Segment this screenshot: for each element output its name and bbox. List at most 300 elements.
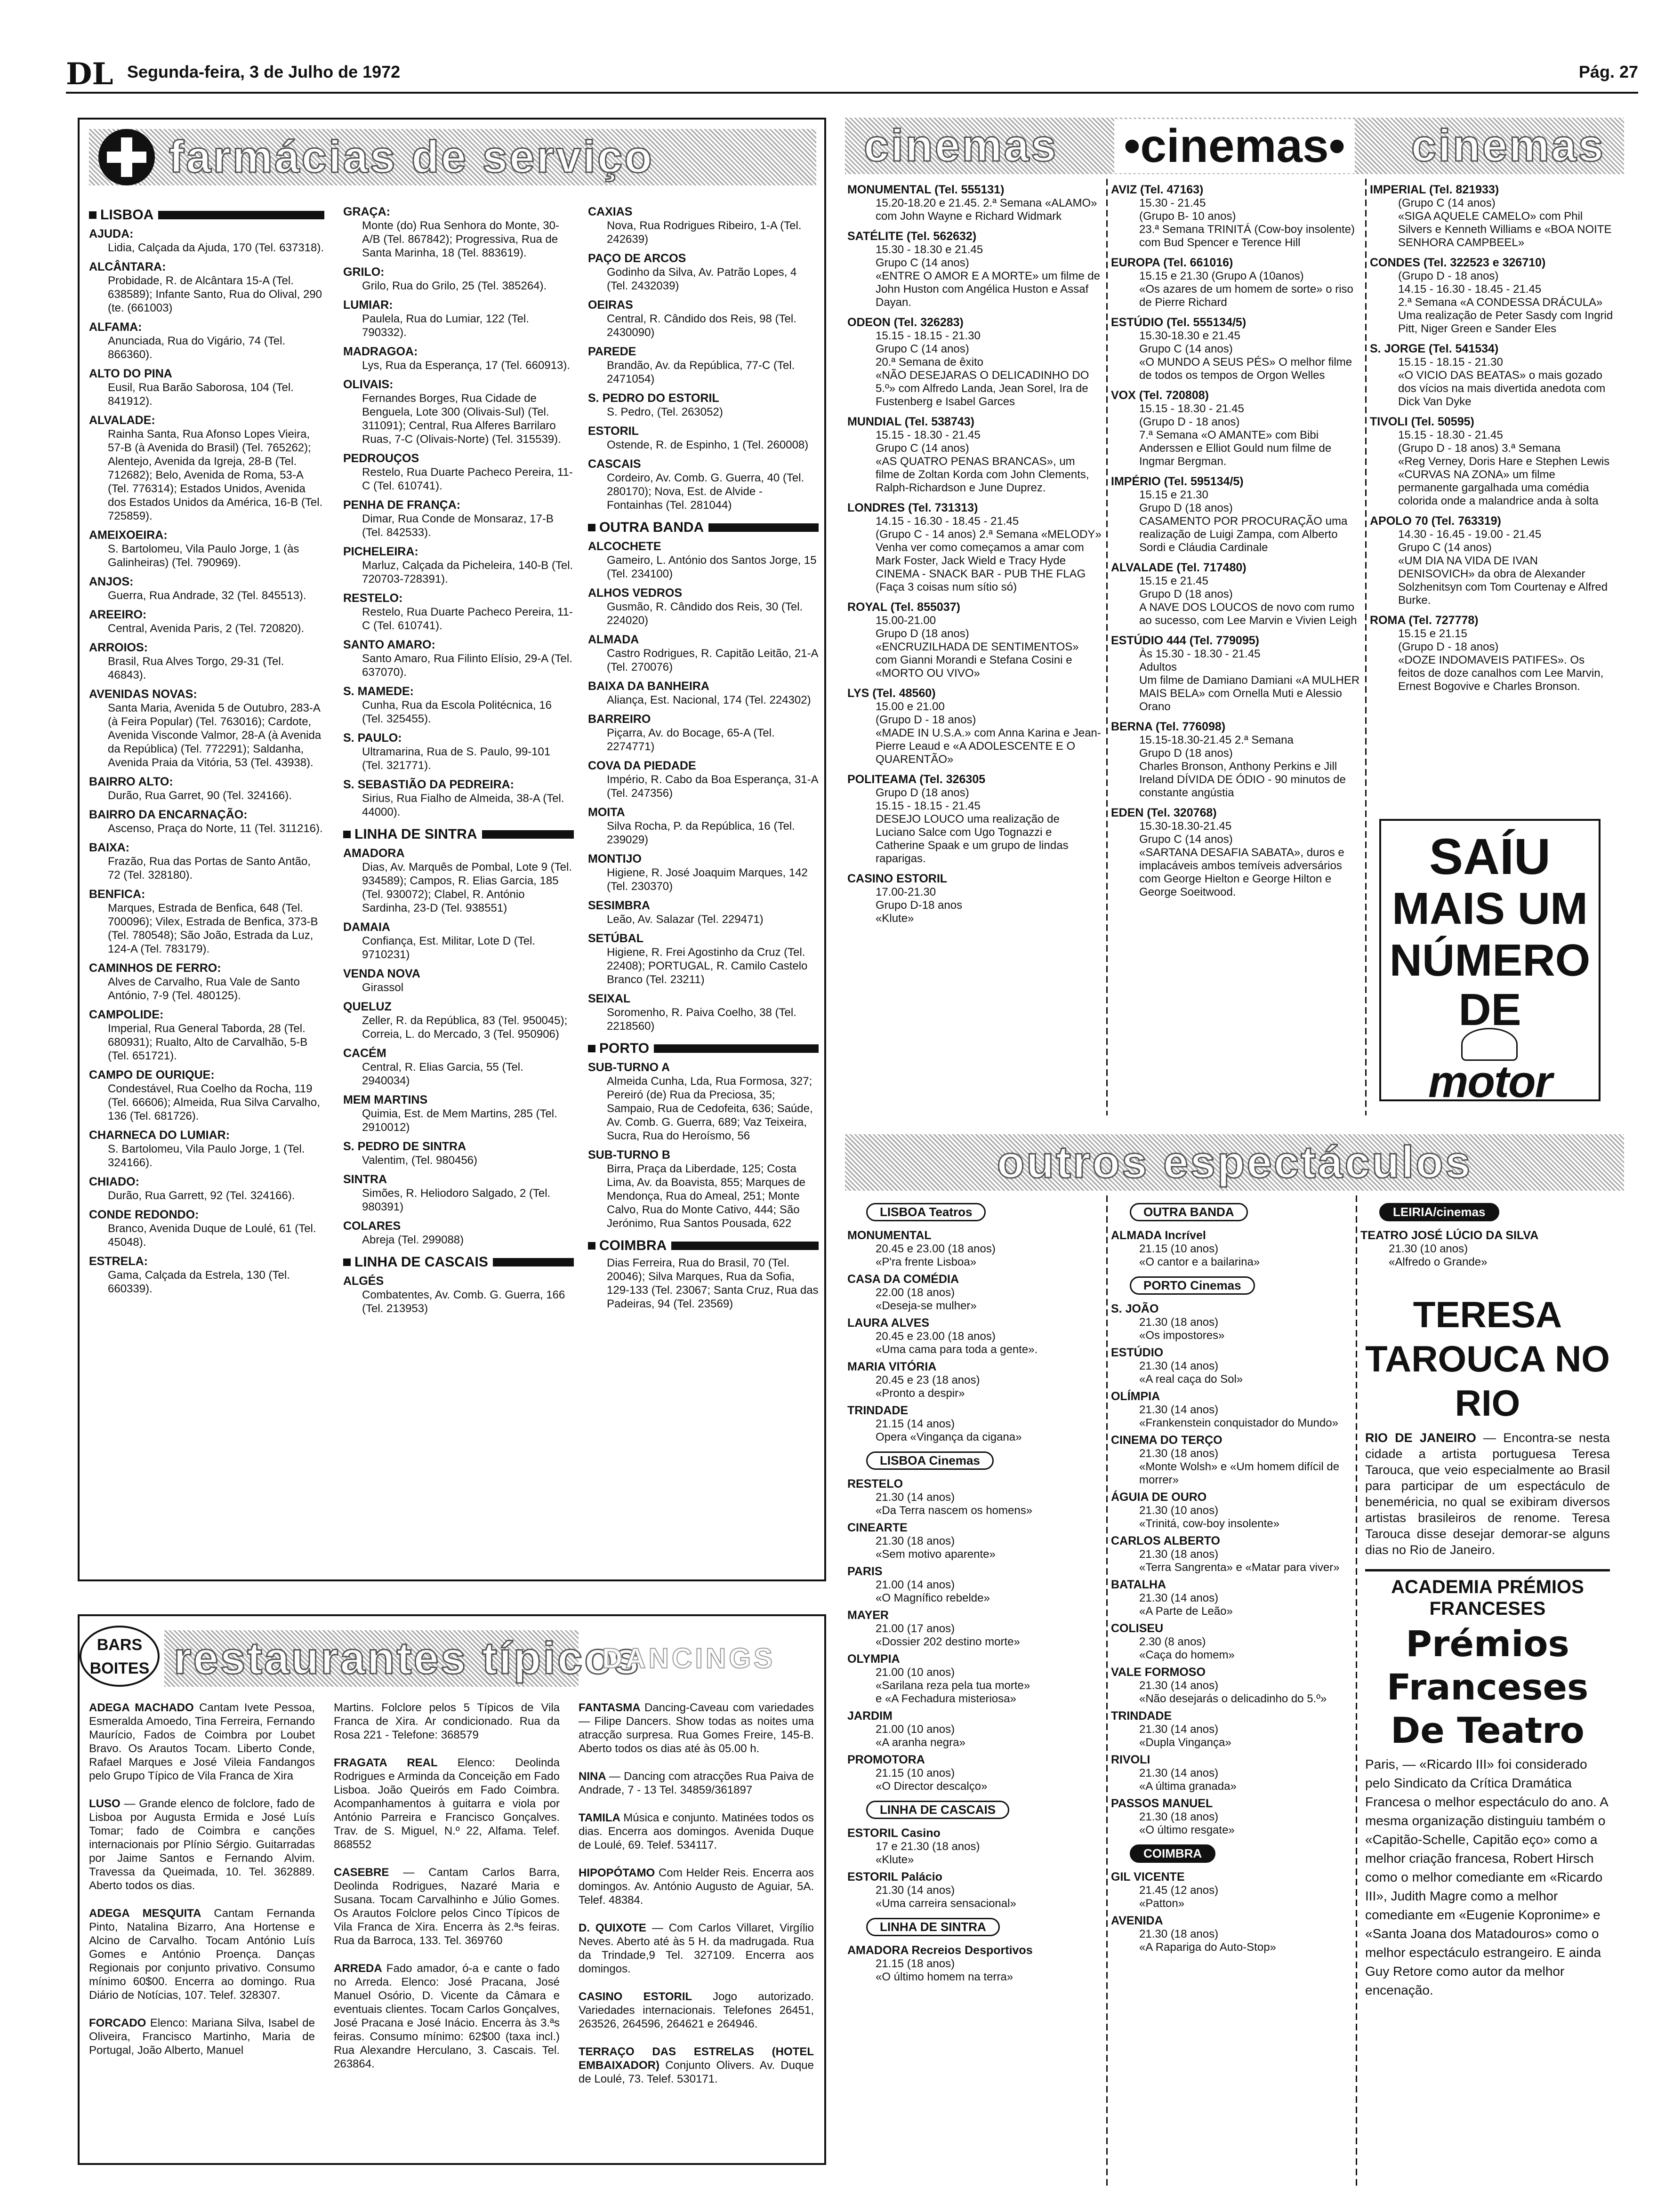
show-details: 21.15 (10 anos) «O Director descalço» <box>876 1767 988 1793</box>
pharmacy-region: RESTELO: <box>343 592 403 605</box>
cinemas-banner <box>845 118 1624 174</box>
pharmacy-region: BAIXA: <box>89 841 130 854</box>
label-lisboa-cinemas: LISBOA Cinemas <box>866 1451 994 1470</box>
pharmacy-details: Probidade, R. de Alcântara 15-A (Tel. 638589); Infante Santo, Rua do Olival, 290 (te. (661003) <box>108 274 322 314</box>
cinema-name: CONDES (Tel. 322523 e 326710) <box>1370 256 1546 269</box>
pharmacy-region: GRILO: <box>343 265 385 279</box>
venue-name: LUSO <box>89 1797 124 1810</box>
cinema-name: AVIZ (Tel. 47163) <box>1111 183 1204 196</box>
pharmacy-region: ALFAMA: <box>89 321 142 334</box>
cinema-details: 15.30-18.30-21.45 Grupo C (14 anos) «SARTANA DESAFIA SABATA», duros e implacáveis ambos temíveis adversários com George Hielton e George Hilton e George Soeitwood. <box>1139 820 1344 898</box>
pharmacy-list <box>588 1061 819 1230</box>
pharmacy-region: CONDE REDONDO: <box>89 1208 199 1221</box>
pharmacy-region: ESTRELA: <box>89 1255 148 1268</box>
venue-entry <box>579 1701 814 1755</box>
pharmacy-region: ALCOCHETE <box>588 540 661 553</box>
venue-name: CARLOS ALBERTO <box>1111 1534 1220 1547</box>
pharmacy-details: S. Bartolomeu, Vila Paulo Jorge, 1 (às Galinheiras) (Tel. 790969). <box>108 543 299 569</box>
cinema-name: ROMA (Tel. 727778) <box>1370 614 1479 627</box>
show-listing <box>847 1360 1102 1400</box>
pharmacy-entry <box>588 633 819 674</box>
venue-name: ESTORIL Palácio <box>847 1870 942 1883</box>
pharmacy-entry <box>89 227 324 255</box>
pharmacy-entry <box>588 586 819 627</box>
venue-details: — Grande elenco de folclore, fado de Lisboa por Augusta Ermida e José Luís Tomar; fado de Coimbra e canções internacionais por Plínio Sérgio. Guitarradas por Jaime Santos e Fernando Alvim. Travessa da Queimada, 10. Tel. 362889. Aberto todos os dias. <box>89 1797 315 1892</box>
show-listing <box>847 1273 1102 1313</box>
pharmacy-entry <box>89 1008 324 1063</box>
pharmacy-details: Quimia, Est. de Mem Martins, 285 (Tel. 2910012) <box>362 1107 557 1134</box>
pharmacy-region: ALGÉS <box>343 1274 384 1288</box>
pharmacy-region: AMEIXOEIRA: <box>89 529 168 542</box>
cinema-name: LYS (Tel. 48560) <box>847 687 936 700</box>
pharmacy-entry <box>588 1061 819 1143</box>
pharmacy-details: Lidia, Calçada da Ajuda, 170 (Tel. 637318). <box>108 241 324 254</box>
cinema-name: IMPERIAL (Tel. 821933) <box>1370 183 1499 196</box>
farmacias-box <box>78 118 826 1581</box>
show-listing <box>1111 1578 1351 1618</box>
show-details: 2.30 (8 anos) «Caça do homem» <box>1139 1635 1235 1661</box>
venue-name: FORCADO <box>89 2017 150 2029</box>
cinema-listing <box>1370 342 1615 409</box>
cinema-listing <box>1370 415 1615 508</box>
pharmacy-entry <box>89 641 324 682</box>
pharmacy-region: PICHELEIRA: <box>343 545 418 558</box>
pharmacy-entry <box>343 378 574 446</box>
pharmacy-details: Confiança, Est. Militar, Lote D (Tel. 9710231) <box>362 935 536 961</box>
venue-name: TRINDADE <box>847 1404 909 1417</box>
pharmacy-entry <box>588 899 819 926</box>
pharmacy-region: CACÉM <box>343 1047 386 1060</box>
cinema-listing <box>1111 720 1360 800</box>
venue-details: Elenco: Mariana Silva, Isabel de Oliveira, Francisco Martinho, Maria de Portugal, João Alberto, Manuel <box>89 2017 315 2057</box>
cinema-listing <box>847 415 1102 495</box>
cinema-details: 15.15 - 18.30 - 21.45 (Grupo D - 18 anos) 7.ª Semana «O AMANTE» com Bibi Anderssen e Elliot Gould num filme de Ingmar Bergman. <box>1139 402 1332 468</box>
pharmacy-entry <box>588 425 819 452</box>
cinema-details: 15.30 - 21.45 (Grupo B- 10 anos) 23.ª Semana TRINITÁ (Cow-boy insolente) com Bud Spencer e Terence Hill <box>1139 197 1355 249</box>
pharmacy-details: Durão, Rua Garret, 90 (Tel. 324166). <box>108 789 292 802</box>
ad-line-3: NÚMERO <box>1389 935 1591 986</box>
pharmacy-details: Dimar, Rua Conde de Monsaraz, 17-B (Tel. 842533). <box>362 513 554 539</box>
pharmacy-region: LUMIAR: <box>343 298 393 312</box>
show-details: 21.30 (14 anos) «Dupla Vingança» <box>1139 1723 1231 1749</box>
show-listing <box>1111 1797 1351 1837</box>
cinema-listing <box>1111 256 1360 309</box>
pharmacy-region: VENDA NOVA <box>343 967 420 980</box>
restaurantes-banner-title: restaurantes típicos <box>174 1633 641 1683</box>
cinemas-column-1 <box>847 176 1102 1118</box>
venue-details: Cantam Fernanda Pinto, Natalina Bizarro, Ana Hortense e Alcino de Carvalho. Tocam António Luís Gomes e António Proença. Danças Regionais por conjunto privativo. Consumo mínimo 60$00. Encerra ao domingo. Rua Diário de Notícias, 107. Telef. 328307. <box>89 1907 315 2002</box>
venue-name: FRAGATA REAL <box>334 1756 458 1769</box>
pharmacy-details: Paulela, Rua do Lumiar, 122 (Tel. 790332). <box>362 313 529 339</box>
venue-name: AVENIDA <box>1111 1914 1163 1927</box>
pharmacy-details: Branco, Avenida Duque de Loulé, 61 (Tel. 45048). <box>108 1222 316 1249</box>
show-listing <box>847 1709 1102 1749</box>
venue-name: COLISEU <box>1111 1622 1164 1635</box>
cinema-details: 15.00 e 21.00 (Grupo D - 18 anos) «MADE IN U.S.A.» com Anna Karina e Jean-Pierre Leaud e «A ADOLESCENTE E O QUARENTÃO» <box>876 700 1101 766</box>
pharmacy-region: BAIRRO DA ENCARNAÇÃO: <box>89 808 248 821</box>
venue-name: HIPOPÓTAMO <box>579 1867 659 1879</box>
pharmacy-entry <box>588 806 819 847</box>
pharmacy-entry <box>89 962 324 1002</box>
pharmacy-region: CASCAIS <box>588 457 641 471</box>
bullet-square-icon <box>89 211 97 219</box>
venue-name: ADEGA MACHADO <box>89 1701 200 1714</box>
show-details: 17 e 21.30 (18 anos) «Klute» <box>876 1840 980 1866</box>
cinema-details: 17.00-21.30 Grupo D-18 anos «Klute» <box>876 886 963 925</box>
pharmacy-details: Império, R. Cabo da Boa Esperança, 31-A (Tel. 247356) <box>607 773 818 800</box>
venue-name: CASINO ESTORIL <box>579 1990 713 2003</box>
venue-name: ÁGUIA DE OURO <box>1111 1491 1207 1504</box>
venue-details: Conjunto Olivers. Av. Duque de Loulé, 73. Telef. 530171. <box>579 2059 814 2085</box>
farmacias-column-1 <box>89 200 324 1574</box>
cinema-listing <box>1370 256 1615 336</box>
cinema-details: Às 15.30 - 18.30 - 21.45 Adultos Um filme de Damiano Damiani «A MULHER MAIS BELA» com Ornella Muti e Alessio Orano <box>1139 648 1360 713</box>
outros-column-2 <box>1111 1195 1351 2198</box>
pharmacy-entry <box>89 529 324 569</box>
venue-name: CINEARTE <box>847 1521 908 1534</box>
pharmacy-list <box>343 1274 574 1315</box>
pharmacy-details: Cunha, Rua da Escola Politécnica, 16 (Tel. 325455). <box>362 699 552 725</box>
show-listing <box>847 1827 1102 1867</box>
pharmacy-entry <box>343 452 574 493</box>
pharmacy-entry <box>588 932 819 986</box>
venue-entry <box>334 1962 560 2071</box>
section-header-outra-banda: OUTRA BANDA <box>588 521 819 534</box>
cinema-name: ALVALADE (Tel. 717480) <box>1111 561 1247 574</box>
section-header-porto: PORTO <box>588 1042 819 1055</box>
pharmacy-entry <box>343 847 574 915</box>
bars-column-1 <box>89 1701 315 2157</box>
pharmacy-cross-icon <box>98 129 155 185</box>
cinema-listing <box>1111 183 1360 249</box>
show-listing <box>1111 1302 1351 1342</box>
pharmacy-entry <box>89 575 324 602</box>
venue-name: LAURA ALVES <box>847 1316 930 1330</box>
pharmacy-details: Piçarra, Av. do Bocage, 65-A (Tel. 2274771) <box>607 727 775 753</box>
pharmacy-entry <box>588 252 819 293</box>
pharmacy-region: PENHA DE FRANÇA: <box>343 498 461 512</box>
venue-name: GIL VICENTE <box>1111 1870 1185 1883</box>
show-details: 21.00 (14 anos) «O Magnífico rebelde» <box>876 1579 990 1604</box>
show-listing <box>847 1652 1102 1706</box>
pharmacy-region: SUB-TURNO B <box>588 1148 670 1162</box>
pharmacy-details: Girassol <box>362 981 404 994</box>
show-details: 21.45 (12 anos) «Patton» <box>1139 1884 1219 1910</box>
venue-name: CASEBRE <box>334 1866 403 1879</box>
show-details: 21.15 (10 anos) «O cantor e a bailarina» <box>1139 1242 1260 1268</box>
pharmacy-region: AMADORA <box>343 847 405 860</box>
pharmacy-region: OLIVAIS: <box>343 378 394 391</box>
venue-name: OLÍMPIA <box>1111 1390 1160 1403</box>
bars-column-2 <box>334 1701 560 2157</box>
cinema-listing <box>1111 475 1360 554</box>
cinema-details: 15.15 e 21.15 (Grupo D - 18 anos) «DOZE INDOMAVEIS PATIFES». Os feitos de doze canalhos com Lee Marvin, Ernest Bogovive e Charles Bronson. <box>1398 627 1604 693</box>
show-listing <box>1111 1666 1351 1706</box>
pharmacy-details: Central, R. Cândido dos Reis, 98 (Tel. 2430090) <box>607 313 796 339</box>
pharmacy-entry <box>343 1219 574 1247</box>
venue-name: MARIA VITÓRIA <box>847 1360 937 1373</box>
pharmacy-details: Guerra, Rua Andrade, 32 (Tel. 845513). <box>108 589 306 602</box>
venue-entry <box>579 1866 814 1907</box>
pharmacy-details: Central, R. Elias Garcia, 55 (Tel. 2940034) <box>362 1061 523 1087</box>
pharmacy-entry <box>89 775 324 802</box>
cinema-listing <box>847 773 1102 866</box>
label-porto-cinemas: PORTO Cinemas <box>1130 1276 1255 1295</box>
pharmacy-details: Gameiro, L. António dos Santos Jorge, 15 (Tel. 234100) <box>607 554 817 580</box>
pharmacy-region: BARREIRO <box>588 713 651 726</box>
cinema-details: 15.20-18.20 e 21.45. 2.ª Semana «ALAMO» com John Wayne e Richard Widmark <box>876 197 1097 223</box>
pharmacy-entry <box>343 265 574 293</box>
pharmacy-region: CHARNECA DO LUMIAR: <box>89 1129 230 1142</box>
venue-details: Martins. Folclore pelos 5 Típicos de Vila Franca de Xira. Ar condicionado. Rua da Rosa 221 - Telefone: 368579 <box>334 1701 560 1741</box>
restaurantes-box <box>78 1614 826 2165</box>
pharmacy-details: Monte (do) Rua Senhora do Monte, 30-A/B (Tel. 867842); Progressiva, Rua de Santa Marinha, 18 (Tel. 883619). <box>362 219 559 259</box>
restaurantes-banner <box>164 1630 641 1687</box>
cinema-name: CASINO ESTORIL <box>847 872 948 885</box>
cinema-name: MONUMENTAL (Tel. 555131) <box>847 183 1005 196</box>
venue-name: TRINDADE <box>1111 1709 1172 1723</box>
pharmacy-entry <box>343 1047 574 1088</box>
column-divider <box>1365 179 1367 1115</box>
pharmacy-entry <box>343 498 574 539</box>
pharmacy-entry <box>588 680 819 707</box>
venue-name: MAYER <box>847 1609 889 1622</box>
cinema-listing <box>847 872 1102 925</box>
pharmacy-details: Frazão, Rua das Portas de Santo Antão, 72 (Tel. 328180). <box>108 855 311 882</box>
venue-details: Com Helder Reis. Encerra aos domingos. Av. António Augusto de Aguiar, 5A. Telef. 48384. <box>579 1867 814 1907</box>
pharmacy-details: Fernandes Borges, Rua Cidade de Benguela, Lote 300 (Olivais-Sul) (Tel. 311091); Central, Rua Alferes Barrilaro Ruas, 7-C (Olivais-Norte) (Tel. 315539). <box>362 392 561 446</box>
pharmacy-list <box>588 205 819 512</box>
cinemas-banner-left: cinemas <box>864 120 1058 171</box>
venue-name: ESTÚDIO <box>1111 1346 1164 1359</box>
pharmacy-region: CHIADO: <box>89 1175 139 1188</box>
pharmacy-entry <box>89 367 324 408</box>
show-details: 21.30 (14 anos) «Frankenstein conquistador do Mundo» <box>1139 1403 1338 1429</box>
pharmacy-details: Condestável, Rua Coelho da Rocha, 119 (Tel. 66606); Almeida, Rua Silva Carvalho, 136 (Tel. 681726). <box>108 1082 320 1122</box>
venue-name: FANTASMA <box>579 1701 644 1714</box>
cinema-name: MUNDIAL (Tel. 538743) <box>847 415 974 428</box>
venue-entry <box>579 1921 814 1976</box>
show-listing <box>847 1565 1102 1605</box>
motor-magazine-ad <box>1379 819 1601 1107</box>
venue-entry <box>89 1797 315 1892</box>
pharmacy-region: MADRAGOA: <box>343 345 418 358</box>
section-header-cascais: LINHA DE CASCAIS <box>343 1255 574 1269</box>
venue-details: — Dancing com atracções Rua Paiva de Andrade, 7 - 13 Tel. 34859/361897 <box>579 1770 814 1796</box>
venue-details: Fado amador, ó-a e cante o fado no Arreda. Elenco: José Pracana, José Manuel Osório, D. Vicente da Câmara e eventuais clientes. Tocam Carlos Gonçalves, José Pracana e José Inácio. Encerra às 3.ªs feiras. Consumo mínimo: 62$00 (taxa incl.) Rua Alexandre Herculano, 3. Cascais. Tel. 263864. <box>334 1962 560 2070</box>
show-listing <box>847 1944 1102 1984</box>
pharmacy-entry <box>343 731 574 772</box>
show-details: 21.00 (10 anos) «A aranha negra» <box>876 1723 965 1749</box>
pharmacy-region: SINTRA <box>343 1173 387 1186</box>
cinema-details: 15.15-18.30-21.45 2.ª Semana Grupo D (18 anos) Charles Bronson, Anthony Perkins e Jill Ireland DÍVIDA DE ÓDIO - 90 minutos de constante angústia <box>1139 734 1346 799</box>
venue-entry <box>334 1756 560 1851</box>
pharmacy-entry <box>343 1140 574 1167</box>
label-linha-sintra: LINHA DE SINTRA <box>866 1918 1000 1936</box>
pharmacy-entry <box>89 688 324 769</box>
pharmacy-details: Ultramarina, Rua de S. Paulo, 99-101 (Tel. 321771). <box>362 745 551 772</box>
section-header-lisboa: LISBOA <box>89 208 324 222</box>
show-details: 21.30 (10 anos) «Alfredo o Grande» <box>1389 1242 1488 1268</box>
pharmacy-region: ESTORIL <box>588 425 639 438</box>
venue-name: ADEGA MESQUITA <box>89 1907 214 1920</box>
farmacias-column-3 <box>588 200 819 1574</box>
pharmacy-details: Restelo, Rua Duarte Pacheco Pereira, 11-C (Tel. 610741). <box>362 466 573 492</box>
venue-details: — Com Carlos Villaret, Virgílio Neves. Aberto até às 5 H. da madrugada. Rua da Trindade,9 Tel. 327109. Encerra aos domingos. <box>579 1922 814 1975</box>
pharmacy-details: Santo Amaro, Rua Filinto Elísio, 29-A (Tel. 637070). <box>362 652 572 679</box>
show-listing <box>847 1316 1102 1356</box>
header-rule <box>66 92 1638 94</box>
cinema-listing <box>1370 183 1615 249</box>
pharmacy-entry <box>588 992 819 1033</box>
pharmacy-region: S. MAMEDE: <box>343 685 414 698</box>
pharmacy-region: ALVALADE: <box>89 414 155 427</box>
pharmacy-details: Silva Rocha, P. da República, 16 (Tel. 239029) <box>607 820 795 846</box>
show-listing <box>1111 1914 1351 1954</box>
outros-column-3 <box>1360 1195 1615 2198</box>
pharmacy-entry <box>588 1148 819 1230</box>
show-details: 21.30 (18 anos) «Monte Wolsh» e «Um homem difícil de morrer» <box>1139 1447 1340 1486</box>
pharmacy-details: Ascenso, Praça do Norte, 11 (Tel. 311216). <box>108 822 323 835</box>
pharmacy-details: Simões, R. Heliodoro Salgado, 2 (Tel. 980391) <box>362 1187 551 1213</box>
cinema-details: Grupo D (18 anos) 15.15 - 18.15 - 21.45 DESEJO LOUCO uma realização de Luciano Salce com Ugo Tognazzi e Catherine Spaak e um grupo de lindas raparigas. <box>876 786 1069 865</box>
show-details: 21.30 (10 anos) «Trinitá, cow-boy insolente» <box>1139 1504 1279 1530</box>
pharmacy-entry <box>89 1208 324 1249</box>
cinema-listing <box>1111 561 1360 627</box>
venue-name: AMADORA Recreios Desportivos <box>847 1944 1033 1957</box>
show-details: 21.30 (14 anos) «Não desejarás o delicadinho do 5.º» <box>1139 1679 1327 1705</box>
pharmacy-entry <box>343 1093 574 1134</box>
venue-entry <box>334 1866 560 1948</box>
pharmacy-list <box>588 540 819 1033</box>
pharmacy-entry <box>89 321 324 361</box>
show-details: 21.30 (14 anos) «A real caça do Sol» <box>1139 1360 1243 1386</box>
pharmacy-region: SESIMBRA <box>588 899 650 912</box>
pharmacy-details: Aliança, Est. Nacional, 174 (Tel. 224302) <box>607 694 811 706</box>
pharmacy-entry <box>89 1255 324 1296</box>
pharmacy-region: ALMADA <box>588 633 639 646</box>
section-header-coimbra: COIMBRA <box>588 1239 819 1252</box>
pharmacy-entry <box>343 345 574 372</box>
premios-body: Paris, — «Ricardo III» foi considerado pelo Sindicato da Crítica Dramática Francesa o melhor espectáculo do ano. A mesma organização distinguiu também o «Capitão-Schelle, Capitão eço» como a melhor criação francesa, Robert Hirsch como o melhor comediante em «Ricardo III», Judith Magre como a melhor comediante em «Eugenie Kopronime» e «Santa Joana dos Matadouros» como o melhor espectáculo estrangeiro. E ainda Guy Retore como autor da melhor encenação. <box>1365 1757 1608 1997</box>
label-leiria-cinemas: LEIRIA/cinemas <box>1379 1203 1499 1221</box>
pharmacy-details: Imperial, Rua General Taborda, 28 (Tel. 680931); Rualto, Alto de Carvalhão, 5-B (Tel. 651721). <box>108 1022 308 1062</box>
venue-entry <box>334 1701 560 1742</box>
issue-date: Segunda-feira, 3 de Julho de 1972 <box>127 62 401 81</box>
show-listing <box>1111 1622 1351 1662</box>
pharmacy-entry <box>588 345 819 386</box>
pharmacy-region: SETÚBAL <box>588 932 644 945</box>
show-details: 20.45 e 23.00 (18 anos) «Uma cama para toda a gente». <box>876 1330 1038 1356</box>
pharmacy-region: S. PEDRO DE SINTRA <box>343 1140 467 1153</box>
pharmacy-list <box>89 227 324 1296</box>
cinema-listing <box>1370 514 1615 607</box>
pharmacy-region: QUELUZ <box>343 1000 392 1013</box>
premios-headline: Prémios Franceses De Teatro <box>1386 1623 1589 1751</box>
show-listing <box>847 1229 1102 1269</box>
pharmacy-details: Leão, Av. Salazar (Tel. 229471) <box>607 913 764 926</box>
pharmacy-details: Higiene, R. José Joaquim Marques, 142 (Tel. 230370) <box>607 866 808 893</box>
show-listing <box>1111 1390 1351 1430</box>
pharmacy-entry <box>343 545 574 586</box>
cinema-name: APOLO 70 (Tel. 763319) <box>1370 514 1501 528</box>
venue-entry <box>579 1770 814 1797</box>
venue-details: — Cantam Carlos Barra, Deolinda Rodrigues, Nazaré Maria e Susana. Tocam Carvalhinho e Júlio Gomes. Os Arautos Folclore pelos Cinco Típicos de Vila Franca de Xira. Encerra às 2.ªs feiras. Rua da Barroca, 133. Tel. 369760 <box>334 1866 560 1947</box>
motor-logo: motor <box>1428 1057 1552 1107</box>
outros-banner <box>845 1134 1624 1191</box>
cinema-details: (Grupo C (14 anos) «SIGA AQUELE CAMELO» com Phil Silvers e Kenneth Williams e «BOA NOITE SENHORA CAMPBEEL» <box>1398 197 1612 249</box>
pharmacy-details: Grilo, Rua do Grilo, 25 (Tel. 385264). <box>362 280 547 292</box>
show-details: 21.00 (10 anos) «Sarilana reza pela tua morte» e «A Fechadura misteriosa» <box>876 1666 1030 1705</box>
pharmacy-entry <box>89 608 324 635</box>
show-listing <box>847 1753 1102 1793</box>
pharmacy-region: SUB-TURNO A <box>588 1061 670 1074</box>
cinema-details: 15.00-21.00 Grupo D (18 anos) «ENCRUZILHADA DE SENTIMENTOS» com Gianni Morandi e Stefana Cosini e «MORTO OU VIVO» <box>876 614 1079 680</box>
show-listing <box>847 1609 1102 1649</box>
cinema-name: ROYAL (Tel. 855037) <box>847 601 960 614</box>
pharmacy-details: Eusil, Rua Barão Saborosa, 104 (Tel. 841912). <box>108 381 294 408</box>
cinema-details: 15.15 - 18.30 - 21.45 Grupo C (14 anos) «AS QUATRO PENAS BRANCAS», um filme de Zoltan Korda com John Clements, Ralph-Richardson e June Duprez. <box>876 429 1089 494</box>
pharmacy-entry <box>588 759 819 800</box>
cinemas-column-2 <box>1111 176 1360 1118</box>
cinema-listing <box>1111 316 1360 382</box>
pharmacy-region: CAMPOLIDE: <box>89 1008 164 1021</box>
pharmacy-region: PAÇO DE ARCOS <box>588 252 686 265</box>
cinema-name: BERNA (Tel. 776098) <box>1111 720 1226 733</box>
teresa-body: — Encontra-se nesta cidade a artista portuguesa Teresa Tarouca, que veio especialmente ao Brasil para participar de um espectáculo de beneméricia, no qual se exibiram diversos artistas brasileiros de renome. Teresa Tarouca disse desejar demorar-se alguns dias no Rio de Janeiro. <box>1365 1431 1610 1557</box>
cinema-details: (Grupo D - 18 anos) 14.15 - 16.30 - 18.45 - 21.45 2.ª Semana «A CONDESSA DRÁCULA» Uma realização de Peter Sasdy com Ingrid Pitt, Niger Green e Sander Eles <box>1398 270 1613 335</box>
pharmacy-entry <box>89 1068 324 1123</box>
show-details: 21.30 (18 anos) «Os impostores» <box>1139 1316 1225 1342</box>
pharmacy-region: PEDROUÇOS <box>343 452 419 465</box>
cinema-name: SATÉLITE (Tel. 562632) <box>847 230 977 243</box>
venue-name: RIVOLI <box>1111 1753 1150 1766</box>
pharmacy-details: Lys, Rua da Esperança, 17 (Tel. 660913). <box>362 359 571 372</box>
cinema-listing <box>847 183 1102 223</box>
show-details: 21.15 (18 anos) «O último homem na terra» <box>876 1957 1014 1983</box>
cinema-details: 15.15 e 21.30 Grupo D (18 anos) CASAMENTO POR PROCURAÇÃO uma realização de Luigi Zampa, com Alberto Sordi e Cláudia Cardinale <box>1139 489 1348 554</box>
cinema-details: 15.15 e 21.45 Grupo D (18 anos) A NAVE DOS LOUCOS de novo com rumo ao sucesso, com Lee Marvin e Vivien Leigh <box>1139 575 1357 627</box>
pharmacy-details: Brandão, Av. da República, 77-C (Tel. 2471054) <box>607 359 795 385</box>
venue-details: Música e conjunto. Matinées todos os dias. Encerra aos domingos. Avenida Duque de Loulé, 69. Telef. 534117. <box>579 1811 814 1851</box>
cinemas-banner-title: •cinemas• <box>1114 119 1354 173</box>
pharmacy-entry <box>588 298 819 339</box>
venue-name: OLYMPIA <box>847 1652 900 1666</box>
cinema-details: 15.30-18.30 e 21.45 Grupo C (14 anos) «O MUNDO A SEUS PÉS» O melhor filme de todos os tempos de Orgon Welles <box>1139 329 1352 382</box>
pharmacy-entry <box>343 638 574 679</box>
pharmacy-details: Almeida Cunha, Lda, Rua Formosa, 327; Pereiró (de) Rua da Preciosa, 35; Sampaio, Rua de Cedofeita, 636; Saúde, Av. Comb. G. Guerra, 689; Vaz Teixeira, Sucra, Rua do Heroísmo, 56 <box>607 1075 813 1142</box>
show-details: 21.30 (14 anos) «Da Terra nascem os homens» <box>876 1491 1033 1517</box>
pharmacy-region: MOITA <box>588 806 625 819</box>
pharmacy-details: Central, Avenida Paris, 2 (Tel. 720820). <box>108 622 305 635</box>
cinema-name: VOX (Tel. 720808) <box>1111 389 1209 402</box>
pharmacy-region: MEM MARTINS <box>343 1093 428 1106</box>
column-divider <box>1106 179 1108 1115</box>
pharmacy-details: Rainha Santa, Rua Afonso Lopes Vieira, 57-B (à Avenida do Brasil) (Tel. 765262); Alentejo, Avenida da Igreja, 28-B (Tel. 712682); Belo, Avenida de Roma, 53-A (Tel. 776314); Estados Unidos, Avenida dos Estados Unidos da América, 16-B (Tel. 725859). <box>108 428 323 522</box>
cinema-listing <box>847 601 1102 680</box>
pharmacy-region: CAXIAS <box>588 205 633 218</box>
show-details: 21.15 (14 anos) Opera «Vingança da cigana» <box>876 1418 1022 1443</box>
venue-name: MONUMENTAL <box>847 1229 932 1242</box>
venue-name: ESTORIL Casino <box>847 1827 941 1840</box>
pharmacy-region: SANTO AMARO: <box>343 638 435 651</box>
venue-name: TEATRO JOSÉ LÚCIO DA SILVA <box>1360 1229 1539 1242</box>
pharmacy-region: AJUDA: <box>89 227 134 240</box>
pharmacy-details: Santa Maria, Avenida 5 de Outubro, 283-A (à Feira Popular) (Tel. 763016); Cardote, Avenida Visconde Valmor, 28-A (à Avenida da República) (Tel. 772291); Saldanha, Avenida Praia da Vitória, 53 (Tel. 43938). <box>108 702 322 769</box>
venue-name: PARIS <box>847 1565 883 1578</box>
pharmacy-details: Restelo, Rua Duarte Pacheco Pereira, 11-C (Tel. 610741). <box>362 606 573 632</box>
cinema-name: IMPÉRIO (Tel. 595134/5) <box>1111 475 1244 488</box>
